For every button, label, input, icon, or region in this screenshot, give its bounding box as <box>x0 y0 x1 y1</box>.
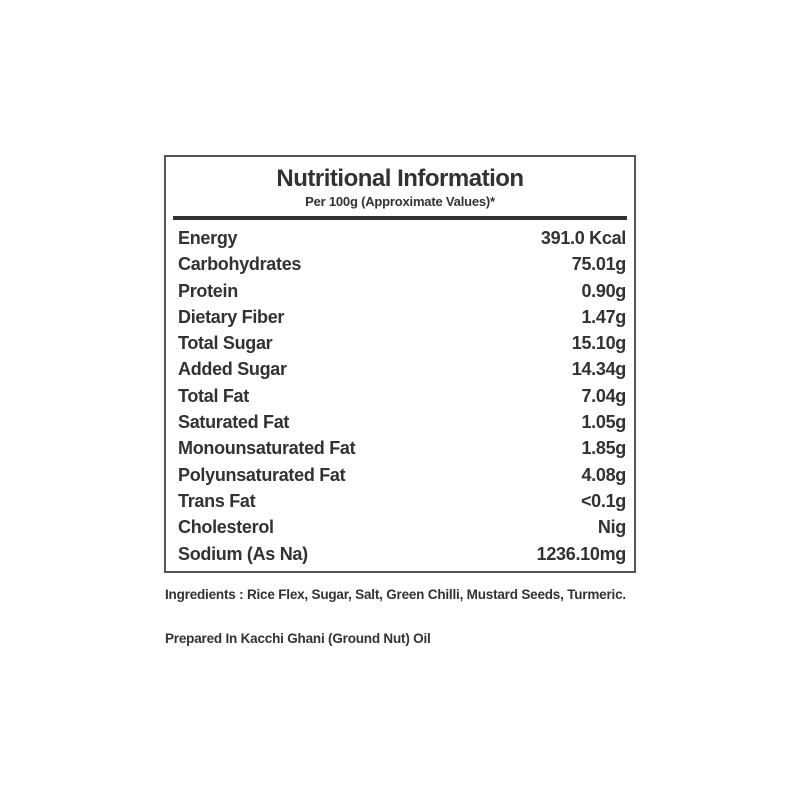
nutrient-name: Saturated Fat <box>178 412 290 433</box>
nutrient-value: 1.05g <box>581 412 626 433</box>
nutrition-title: Nutritional Information <box>276 165 524 192</box>
nutrition-row <box>178 462 626 488</box>
nutrient-value: 391.0 Kcal <box>540 228 626 248</box>
nutrient-value: 1.47g <box>581 306 626 327</box>
nutrient-name: Sodium (As Na) <box>178 543 308 564</box>
nutrition-row <box>178 225 626 251</box>
nutrient-name: Total Sugar <box>178 333 273 354</box>
nutrition-row <box>178 330 626 356</box>
nutrient-value: 7.04g <box>581 385 626 406</box>
nutrition-header <box>166 157 634 210</box>
nutrient-name: Energy <box>178 228 238 248</box>
nutrition-rows <box>166 220 634 567</box>
nutrition-row <box>178 409 626 435</box>
nutrition-row <box>178 304 626 330</box>
nutrient-value: 1.85g <box>581 438 626 459</box>
nutrient-value: <0.1g <box>580 490 626 511</box>
nutrient-name: Added Sugar <box>178 359 287 380</box>
nutrition-row <box>178 356 626 382</box>
nutrition-row <box>178 488 626 514</box>
nutrition-row <box>178 435 626 461</box>
nutrient-name: Polyunsaturated Fat <box>178 464 346 485</box>
nutrient-value: 14.34g <box>571 359 626 380</box>
nutrient-name: Total Fat <box>178 385 249 406</box>
nutrient-value: 75.01g <box>571 254 626 275</box>
nutrition-row <box>178 278 626 304</box>
nutrition-row <box>178 514 626 540</box>
nutrient-value: 1236.10mg <box>536 543 626 564</box>
ingredients-text: Ingredients : Rice Flex, Sugar, Salt, Green Chilli, Mustard Seeds, Turmeric. <box>165 587 626 602</box>
nutrient-name: Cholesterol <box>178 517 274 538</box>
prepared-in-text: Prepared In Kacchi Ghani (Ground Nut) Oil <box>165 631 431 646</box>
nutrient-name: Monounsaturated Fat <box>178 438 356 459</box>
nutrient-name: Protein <box>178 280 238 301</box>
nutrient-name: Trans Fat <box>178 490 256 511</box>
nutrient-value: 15.10g <box>571 333 626 354</box>
nutrition-row <box>178 541 626 567</box>
nutrient-value: 0.90g <box>581 280 626 301</box>
nutrition-row <box>178 251 626 277</box>
nutrient-value: Nig <box>597 517 626 538</box>
nutrition-row <box>178 383 626 409</box>
nutrient-name: Carbohydrates <box>178 254 302 275</box>
nutrient-name: Dietary Fiber <box>178 306 285 327</box>
nutrient-value: 4.08g <box>581 464 626 485</box>
nutrition-label-box <box>164 155 636 573</box>
nutrition-subtitle: Per 100g (Approximate Values)* <box>305 194 495 209</box>
label-footer <box>165 586 785 647</box>
